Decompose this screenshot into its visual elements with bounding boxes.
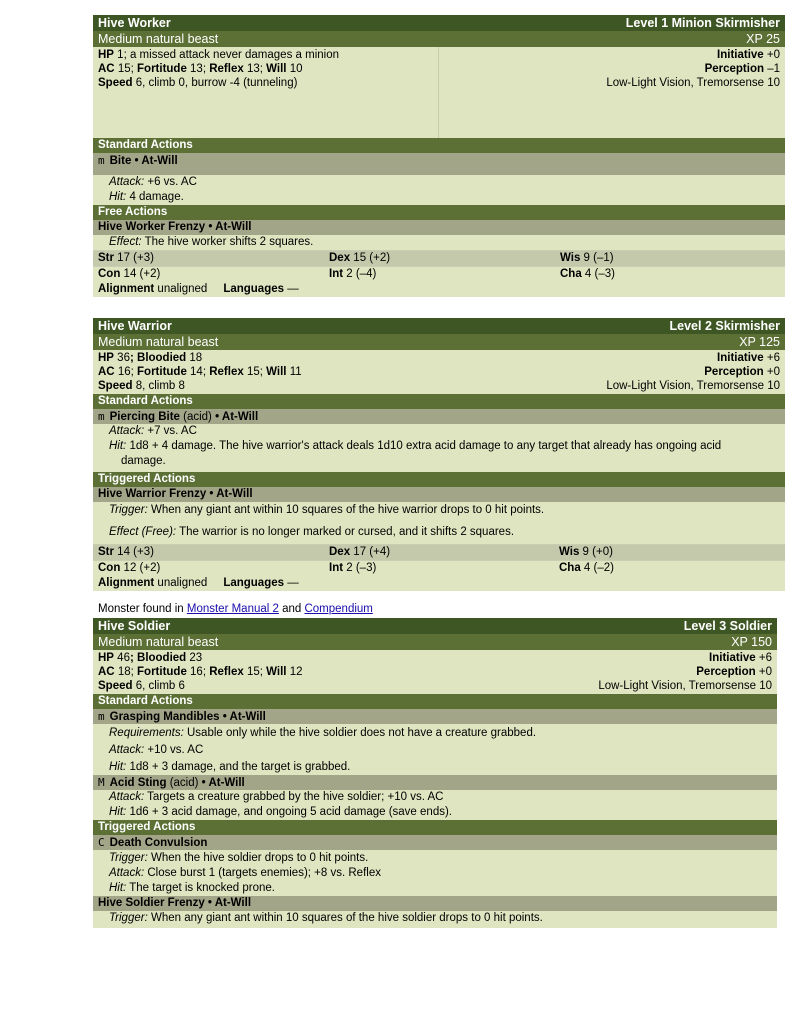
soldier-mandibles-hit: Hit: 1d8 + 3 damage, and the target is grabbed.: [109, 761, 351, 773]
worker-free-actions: Free Actions: [93, 205, 785, 220]
compendium-link[interactable]: Compendium: [304, 603, 373, 615]
worker-name: Hive Worker: [93, 15, 438, 31]
worker-frenzy-details: [93, 235, 785, 250]
warrior-perception: Perception +0: [704, 366, 780, 378]
warrior-dex: Dex 17 (+4): [324, 544, 554, 560]
soldier-power-frenzy: Hive Soldier Frenzy • At-Will: [93, 896, 777, 911]
soldier-triggered-actions: Triggered Actions: [93, 820, 777, 835]
soldier-hp: HP 46; Bloodied 23: [98, 652, 203, 664]
soldier-frenzy-trigger: Trigger: When any giant ant within 10 squares of the hive soldier drops to 0 hit points.: [109, 912, 543, 924]
soldier-death-attack: Attack: Close burst 1 (targets enemies); +8 vs. Reflex: [109, 867, 381, 879]
warrior-level: Level 2 Skirmisher: [437, 318, 785, 334]
soldier-initiative: Initiative +6: [709, 652, 772, 664]
warrior-power-frenzy: Hive Warrior Frenzy • At-Will: [93, 487, 785, 502]
soldier-speed: Speed 6, climb 6: [98, 680, 185, 692]
melee-basic-icon: m: [98, 710, 105, 723]
warrior-header: [93, 318, 785, 350]
worker-dex: Dex 15 (+2): [324, 250, 555, 266]
stat-block-hive-soldier: [93, 618, 777, 928]
monster-manual-2-link[interactable]: Monster Manual 2: [186, 603, 279, 615]
worker-ac: AC 15; Fortitude 13; Reflex 13; Will 10: [98, 63, 303, 75]
worker-bite-details: [93, 175, 785, 205]
soldier-type: Medium natural beast: [93, 634, 433, 650]
warrior-senses: Low-Light Vision, Tremorsense 10: [606, 380, 780, 392]
worker-bite-attack: Attack: +6 vs. AC: [109, 176, 197, 188]
melee-basic-icon: m: [98, 410, 105, 423]
soldier-power-grasping-mandibles: m Grasping Mandibles • At-Will: [93, 709, 777, 724]
worker-cha: Cha 4 (–3): [555, 266, 785, 282]
soldier-perception: Perception +0: [696, 666, 772, 678]
warrior-int: Int 2 (–3): [324, 560, 554, 576]
soldier-name: Hive Soldier: [93, 618, 433, 634]
soldier-xp: XP 150: [433, 634, 777, 650]
worker-level: Level 1 Minion Skirmisher: [438, 15, 785, 31]
soldier-sting-attack: Attack: Targets a creature grabbed by the hive soldier; +10 vs. AC: [109, 791, 444, 803]
warrior-hp: HP 36; Bloodied 18: [98, 352, 203, 364]
worker-con: Con 14 (+2): [93, 266, 324, 282]
soldier-sting-details: [93, 790, 777, 820]
soldier-header: [93, 618, 777, 650]
warrior-wis: Wis 9 (+0): [554, 544, 785, 560]
soldier-defenses: [93, 650, 777, 694]
worker-int: Int 2 (–4): [324, 266, 555, 282]
warrior-standard-actions: Standard Actions: [93, 394, 785, 409]
warrior-abilities: [93, 544, 785, 576]
soldier-death-details: [93, 850, 777, 896]
soldier-mandibles-req: Requirements: Usable only while the hive soldier does not have a creature grabbed.: [109, 727, 537, 739]
warrior-triggered-actions: Triggered Actions: [93, 472, 785, 487]
worker-power-frenzy: Hive Worker Frenzy • At-Will: [93, 220, 785, 235]
worker-standard-actions: Standard Actions: [93, 138, 785, 153]
worker-wis: Wis 9 (–1): [555, 250, 785, 266]
worker-xp: XP 25: [438, 31, 785, 47]
worker-defenses: [93, 47, 785, 138]
soldier-power-death-convulsion: C Death Convulsion: [93, 835, 777, 850]
warrior-alignment: Alignment unaligned Languages —: [93, 576, 785, 591]
stat-block-hive-warrior: [93, 318, 785, 591]
worker-abilities: [93, 250, 785, 282]
worker-str: Str 17 (+3): [93, 250, 324, 266]
soldier-level: Level 3 Soldier: [433, 618, 777, 634]
soldier-death-hit: Hit: The target is knocked prone.: [109, 882, 275, 894]
worker-speed: Speed 6, climb 0, burrow -4 (tunneling): [98, 77, 298, 89]
warrior-name: Hive Warrior: [93, 318, 437, 334]
warrior-speed: Speed 8, climb 8: [98, 380, 185, 392]
warrior-xp: XP 125: [437, 334, 785, 350]
warrior-ac: AC 16; Fortitude 14; Reflex 15; Will 11: [98, 366, 302, 378]
worker-hp: HP 1; a missed attack never damages a minion: [98, 49, 339, 61]
soldier-standard-actions: Standard Actions: [93, 694, 777, 709]
warrior-frenzy-details: [93, 502, 785, 544]
warrior-bite-details: [93, 424, 785, 472]
warrior-bite-hit: Hit: 1d8 + 4 damage. The hive warrior's attack deals 1d10 extra acid damage to any target that already has ongoing acid: [109, 440, 722, 452]
close-attack-icon: C: [98, 836, 105, 849]
soldier-sting-hit: Hit: 1d6 + 3 acid damage, and ongoing 5 acid damage (save ends).: [109, 806, 452, 818]
worker-senses: Low-Light Vision, Tremorsense 10: [606, 77, 780, 89]
worker-perception: Perception –1: [704, 63, 780, 75]
warrior-frenzy-trigger: Trigger: When any giant ant within 10 squares of the hive warrior drops to 0 hit points.: [109, 504, 545, 516]
soldier-ac: AC 18; Fortitude 16; Reflex 15; Will 12: [98, 666, 303, 678]
worker-initiative: Initiative +0: [717, 49, 780, 61]
stat-block-hive-worker: [93, 15, 785, 297]
warrior-bite-hit-cont: damage.: [121, 455, 166, 467]
warrior-power-piercing-bite: m Piercing Bite (acid) • At-Will: [93, 409, 785, 424]
warrior-defenses: [93, 350, 785, 394]
warrior-str: Str 14 (+3): [93, 544, 324, 560]
soldier-frenzy-details: [93, 911, 777, 928]
worker-bite-hit: Hit: 4 damage.: [109, 191, 184, 203]
melee-basic-icon: m: [98, 154, 105, 167]
soldier-power-acid-sting: M Acid Sting (acid) • At-Will: [93, 775, 777, 790]
soldier-mandibles-attack: Attack: +10 vs. AC: [109, 744, 204, 756]
worker-frenzy-effect: Effect: The hive worker shifts 2 squares.: [109, 236, 314, 248]
warrior-type: Medium natural beast: [93, 334, 437, 350]
soldier-mandibles-details: [93, 724, 777, 775]
warrior-con: Con 12 (+2): [93, 560, 324, 576]
warrior-bite-attack: Attack: +7 vs. AC: [109, 425, 197, 437]
worker-power-bite: m Bite • At-Will: [93, 153, 785, 175]
soldier-senses: Low-Light Vision, Tremorsense 10: [598, 680, 772, 692]
worker-alignment: Alignment unaligned Languages —: [93, 282, 785, 297]
warrior-frenzy-effect: Effect (Free): The warrior is no longer marked or cursed, and it shifts 2 squares.: [109, 526, 515, 538]
warrior-cha: Cha 4 (–2): [554, 560, 785, 576]
source-footer: Monster found in Monster Manual 2 and Compendium: [98, 603, 373, 615]
worker-header: [93, 15, 785, 47]
melee-icon: M: [98, 776, 105, 789]
soldier-death-trigger: Trigger: When the hive soldier drops to 0 hit points.: [109, 852, 369, 864]
worker-type: Medium natural beast: [93, 31, 438, 47]
warrior-initiative: Initiative +6: [717, 352, 780, 364]
